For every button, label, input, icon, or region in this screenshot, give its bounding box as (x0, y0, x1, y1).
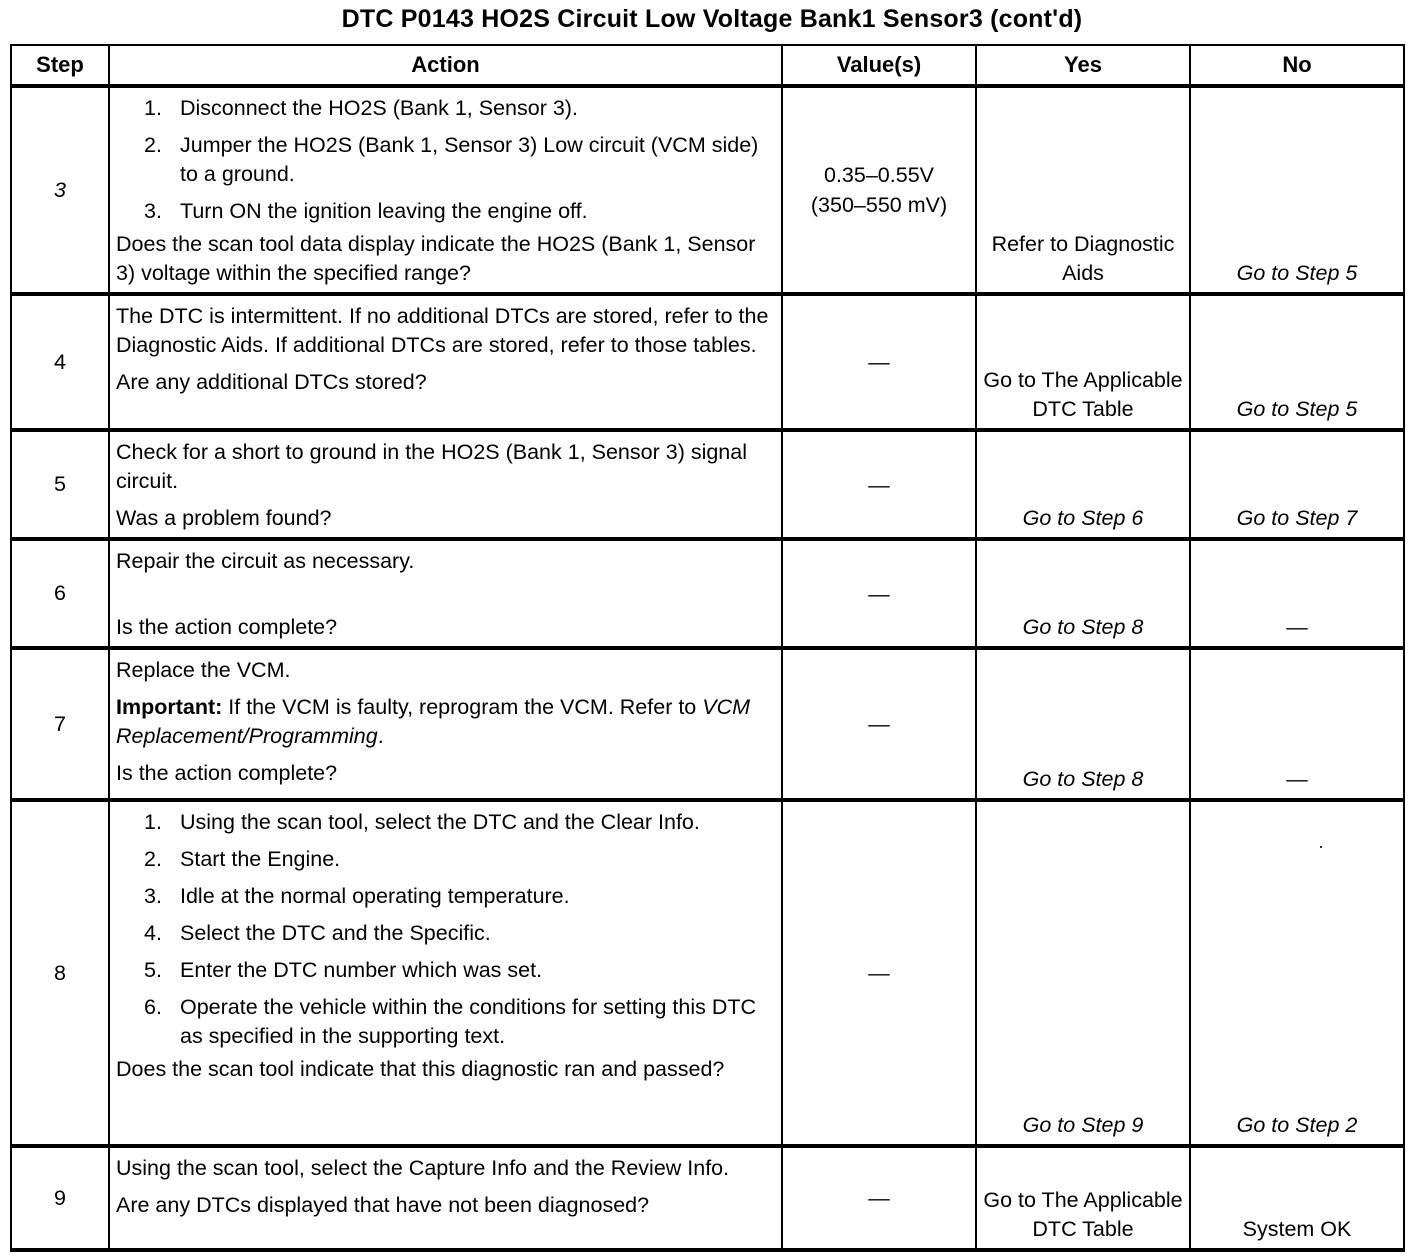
step-number: 7 (11, 648, 109, 800)
yes-cell: Go to The Applicable DTC Table (976, 294, 1190, 430)
list-item (116, 882, 773, 911)
value-cell: — (782, 648, 976, 800)
item-number: 2. (144, 847, 162, 871)
question-text: Is the action complete? (116, 615, 338, 639)
header-yes: Yes (976, 45, 1190, 86)
yes-cell: Refer to Diagnostic Aids (976, 86, 1190, 294)
item-text: Jumper the HO2S (Bank 1, Sensor 3) Low circuit (VCM side) to a ground. (180, 133, 759, 186)
question-text: Does the scan tool indicate that this diagnostic ran and passed? (116, 1057, 725, 1081)
page-title: DTC P0143 HO2S Circuit Low Voltage Bank1 Sensor3 (cont'd) (341, 5, 1083, 33)
important-note (116, 693, 773, 751)
item-number: 2. (144, 133, 162, 157)
value-cell (782, 86, 976, 294)
header-values: Value(s) (782, 45, 976, 86)
question-text: Are any additional DTCs stored? (116, 370, 427, 394)
header-step: Step (11, 45, 109, 86)
reference-link: VCM Replacement/Programming (116, 695, 751, 748)
value-volts: 0.35–0.55V (824, 163, 934, 187)
scan-speck (1320, 846, 1322, 848)
list-item (116, 919, 773, 948)
no-cell: Go to Step 2 (1190, 800, 1404, 1146)
table-row (11, 800, 1404, 1146)
yes-cell: Go to Step 6 (976, 430, 1190, 539)
important-label: Important: (116, 695, 223, 719)
value-cell: — (782, 294, 976, 430)
action-list (116, 94, 773, 226)
item-number: 5. (144, 958, 162, 982)
item-number: 3. (144, 199, 162, 223)
action-cell (109, 648, 782, 800)
value-cell: — (782, 800, 976, 1146)
item-number: 1. (144, 96, 162, 120)
question-text: Are any DTCs displayed that have not been diagnosed? (116, 1193, 650, 1217)
item-text: Turn ON the ignition leaving the engine off. (180, 199, 588, 223)
action-cell (109, 1146, 782, 1250)
item-text: Disconnect the HO2S (Bank 1, Sensor 3). (180, 96, 578, 120)
action-cell (109, 539, 782, 648)
table-row (11, 430, 1404, 539)
action-cell (109, 800, 782, 1146)
action-text: The DTC is intermittent. If no additional DTCs are stored, refer to the Diagnostic Aids. If additional DTCs are stored, refer to those tables. (116, 304, 769, 357)
important-end: . (377, 724, 384, 748)
value-cell: — (782, 430, 976, 539)
step-number: 4 (11, 294, 109, 430)
action-list (116, 808, 773, 1051)
item-number: 4. (144, 921, 162, 945)
yes-cell: Go to Step 9 (976, 800, 1190, 1146)
no-cell: System OK (1190, 1146, 1404, 1250)
yes-cell: Go to Step 8 (976, 648, 1190, 800)
table-row (11, 1146, 1404, 1250)
item-text: Operate the vehicle within the conditions for setting this DTC as specified in the supporting text. (180, 995, 757, 1048)
step-number: 9 (11, 1146, 109, 1250)
header-row (11, 45, 1404, 86)
action-cell (109, 430, 782, 539)
action-text: Replace the VCM. (116, 658, 291, 682)
question-text: Was a problem found? (116, 506, 332, 530)
item-number: 6. (144, 995, 162, 1019)
action-text: Repair the circuit as necessary. (116, 549, 415, 573)
action-text: Using the scan tool, select the Capture Info and the Review Info. (116, 1156, 730, 1180)
yes-cell: Go to Step 8 (976, 539, 1190, 648)
step-number: 3 (11, 86, 109, 294)
value-cell: — (782, 1146, 976, 1250)
table-row (11, 86, 1404, 294)
important-text: If the VCM is faulty, reprogram the VCM. Refer to (228, 695, 697, 719)
no-cell: Go to Step 5 (1190, 294, 1404, 430)
question-text: Is the action complete? (116, 761, 338, 785)
list-item (116, 808, 773, 837)
list-item (116, 94, 773, 123)
item-text: Select the DTC and the Specific. (180, 921, 491, 945)
item-text: Start the Engine. (180, 847, 341, 871)
table-row (11, 539, 1404, 648)
dtc-table (10, 44, 1405, 1252)
no-cell: Go to Step 5 (1190, 86, 1404, 294)
item-number: 3. (144, 884, 162, 908)
action-cell (109, 294, 782, 430)
step-number: 5 (11, 430, 109, 539)
no-cell: — (1190, 648, 1404, 800)
table-row (11, 648, 1404, 800)
step-number: 6 (11, 539, 109, 648)
item-text: Idle at the normal operating temperature. (180, 884, 570, 908)
step-number: 8 (11, 800, 109, 1146)
question-text: Does the scan tool data display indicate the HO2S (Bank 1, Sensor 3) voltage within the specified range? (116, 232, 756, 285)
list-item (116, 845, 773, 874)
list-item (116, 993, 773, 1051)
value-millivolts: (350–550 mV) (810, 193, 948, 217)
header-action: Action (109, 45, 782, 86)
yes-cell: Go to The Applicable DTC Table (976, 1146, 1190, 1250)
table-row (11, 294, 1404, 430)
action-cell (109, 86, 782, 294)
value-cell: — (782, 539, 976, 648)
item-text: Using the scan tool, select the DTC and the Clear Info. (180, 810, 700, 834)
no-cell: — (1190, 539, 1404, 648)
item-number: 1. (144, 810, 162, 834)
no-cell: Go to Step 7 (1190, 430, 1404, 539)
list-item (116, 131, 773, 189)
action-text: Check for a short to ground in the HO2S (Bank 1, Sensor 3) signal circuit. (116, 440, 747, 493)
item-text: Enter the DTC number which was set. (180, 958, 543, 982)
header-no: No (1190, 45, 1404, 86)
list-item (116, 197, 773, 226)
list-item (116, 956, 773, 985)
